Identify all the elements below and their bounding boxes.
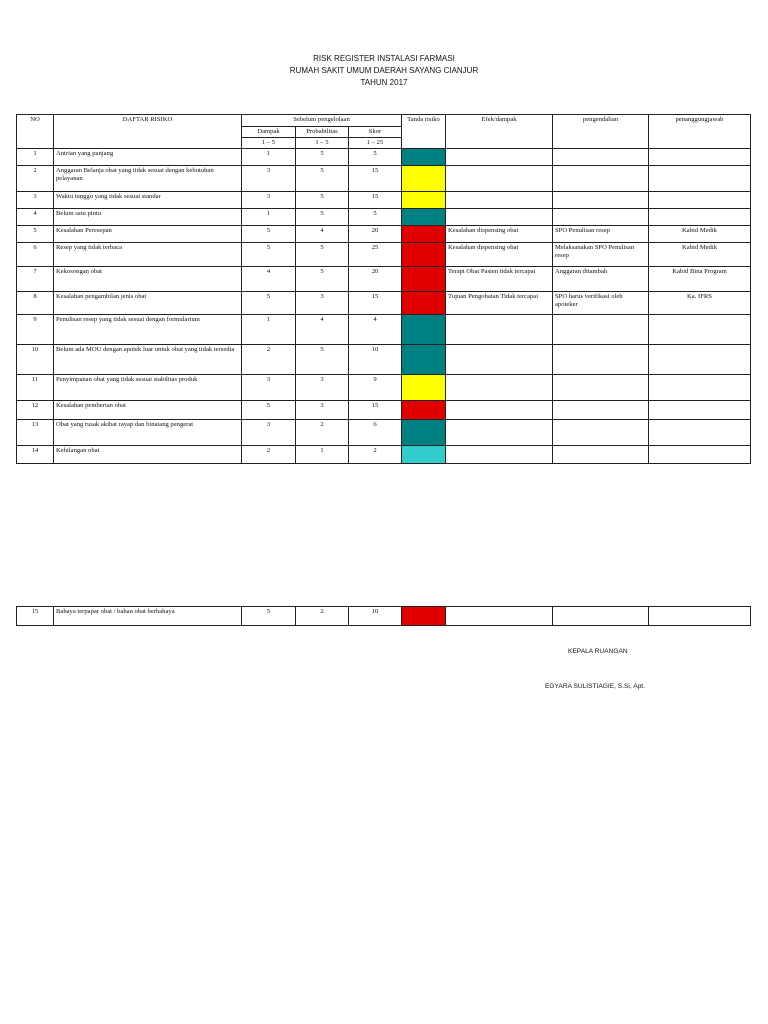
signature-name: EGYARA SULISTIAGIE, S.Si, Apt. <box>545 683 645 690</box>
cell-skor: 20 <box>349 267 402 292</box>
cell-probabilitas: 5 <box>296 166 349 192</box>
cell-efek: Terapi Obat Pasien tidak tercapai <box>446 267 553 292</box>
cell-risk: Resep yang tidak terbaca <box>54 243 242 267</box>
table-row <box>17 243 751 267</box>
cell-skor: 5 <box>349 149 402 166</box>
cell-skor: 20 <box>349 226 402 243</box>
cell-no: 5 <box>17 226 54 243</box>
cell-dampak: 2 <box>242 345 296 375</box>
risk-color-swatch <box>402 375 446 401</box>
cell-no: 8 <box>17 292 54 315</box>
signature-title: KEPALA RUANGAN <box>568 648 628 655</box>
col-header-skor: Skor <box>349 127 402 138</box>
range-dampak: 1 – 5 <box>242 138 296 149</box>
cell-penanggungjawab <box>649 209 751 226</box>
cell-risk: Penyimpanan obat yang tidak sesuai stabilitas produk <box>54 375 242 401</box>
risk-color-swatch <box>402 209 446 226</box>
cell-pengendalian <box>553 401 649 420</box>
cell-penanggungjawab <box>649 315 751 345</box>
cell-no: 7 <box>17 267 54 292</box>
table-row <box>17 420 751 446</box>
document-title: RISK REGISTER INSTALASI FARMASI <box>313 54 455 63</box>
cell-penanggungjawab: Kabid Medik <box>649 243 751 267</box>
cell-probabilitas: 3 <box>296 401 349 420</box>
cell-pengendalian <box>553 149 649 166</box>
cell-penanggungjawab: Kabid Bina Program <box>649 267 751 292</box>
cell-pengendalian <box>553 192 649 209</box>
cell-dampak: 1 <box>242 149 296 166</box>
cell-efek <box>446 446 553 464</box>
risk-color-swatch <box>402 192 446 209</box>
cell-skor: 5 <box>349 209 402 226</box>
cell-no: 15 <box>17 607 54 626</box>
range-probabilitas: 1 – 5 <box>296 138 349 149</box>
cell-skor: 25 <box>349 243 402 267</box>
cell-penanggungjawab <box>649 375 751 401</box>
cell-penanggungjawab: Kabid Medik <box>649 226 751 243</box>
cell-probabilitas: 2 <box>296 607 349 626</box>
cell-efek <box>446 209 553 226</box>
cell-penanggungjawab <box>649 149 751 166</box>
cell-probabilitas: 5 <box>296 192 349 209</box>
cell-penanggungjawab <box>649 401 751 420</box>
cell-skor: 10 <box>349 607 402 626</box>
cell-risk: Kehilangan obat <box>54 446 242 464</box>
table-row <box>17 192 751 209</box>
table-row <box>17 401 751 420</box>
risk-color-swatch <box>402 315 446 345</box>
cell-efek <box>446 315 553 345</box>
risk-color-swatch <box>402 420 446 446</box>
cell-risk: Belum ada MOU dengan apotek luar untuk obat yang tidak tersedia <box>54 345 242 375</box>
cell-efek: Kesalahan dispensing obat <box>446 226 553 243</box>
cell-dampak: 5 <box>242 226 296 243</box>
cell-risk: Kekosongan obat <box>54 267 242 292</box>
table-row <box>17 446 751 464</box>
cell-dampak: 5 <box>242 292 296 315</box>
range-skor: 1 – 25 <box>349 138 402 149</box>
cell-efek <box>446 420 553 446</box>
cell-penanggungjawab <box>649 607 751 626</box>
cell-pengendalian <box>553 446 649 464</box>
cell-probabilitas: 3 <box>296 375 349 401</box>
cell-dampak: 3 <box>242 166 296 192</box>
cell-no: 13 <box>17 420 54 446</box>
table-row <box>17 166 751 192</box>
cell-pengendalian: Anggaran ditambah <box>553 267 649 292</box>
cell-pengendalian: SPO harus verifikasi oleh apoteker <box>553 292 649 315</box>
col-header-penanggungjawab: penanggungjawab <box>649 115 751 149</box>
cell-efek <box>446 149 553 166</box>
cell-efek <box>446 345 553 375</box>
risk-color-swatch <box>402 267 446 292</box>
cell-pengendalian <box>553 607 649 626</box>
cell-dampak: 1 <box>242 209 296 226</box>
cell-no: 6 <box>17 243 54 267</box>
cell-no: 2 <box>17 166 54 192</box>
table-row <box>17 292 751 315</box>
table-row <box>17 267 751 292</box>
cell-probabilitas: 5 <box>296 267 349 292</box>
cell-probabilitas: 4 <box>296 226 349 243</box>
table-row <box>17 149 751 166</box>
cell-efek <box>446 401 553 420</box>
cell-probabilitas: 5 <box>296 149 349 166</box>
cell-pengendalian: Melaksanakan SPO Penulisan resep <box>553 243 649 267</box>
table-row <box>17 226 751 243</box>
cell-risk: Penulisan resep yang tidak sesuai dengan formularium <box>54 315 242 345</box>
document-year: TAHUN 2017 <box>360 78 408 87</box>
risk-color-swatch <box>402 243 446 267</box>
cell-dampak: 4 <box>242 267 296 292</box>
table-row <box>17 315 751 345</box>
table-row <box>17 345 751 375</box>
cell-pengendalian <box>553 209 649 226</box>
col-header-sebelum-pengelolaan: Sebelum pengelolaan <box>242 115 402 127</box>
risk-color-swatch <box>402 345 446 375</box>
cell-pengendalian <box>553 166 649 192</box>
risk-color-swatch <box>402 292 446 315</box>
table-row <box>17 375 751 401</box>
cell-dampak: 3 <box>242 375 296 401</box>
col-header-dampak: Dampak <box>242 127 296 138</box>
cell-risk: Obat yang rusak akibat rayap dan binatang pengerat <box>54 420 242 446</box>
cell-risk: Kesalahan pengambilan jenis obat <box>54 292 242 315</box>
risk-color-swatch <box>402 401 446 420</box>
cell-dampak: 5 <box>242 401 296 420</box>
risk-color-swatch <box>402 166 446 192</box>
cell-risk: Antrian yang panjang <box>54 149 242 166</box>
risk-color-swatch <box>402 446 446 464</box>
cell-skor: 2 <box>349 446 402 464</box>
cell-efek: Tujuan Pengobatan Tidak tercapai <box>446 292 553 315</box>
cell-skor: 15 <box>349 166 402 192</box>
cell-probabilitas: 1 <box>296 446 349 464</box>
risk-register-table <box>16 114 751 464</box>
cell-penanggungjawab <box>649 446 751 464</box>
cell-skor: 15 <box>349 401 402 420</box>
risk-register-table-continued <box>16 606 751 626</box>
cell-dampak: 3 <box>242 420 296 446</box>
cell-probabilitas: 2 <box>296 420 349 446</box>
cell-pengendalian <box>553 315 649 345</box>
col-header-pengendalian: pengendalian <box>553 115 649 149</box>
col-header-daftar-risiko: DAFTAR RISIKO <box>54 115 242 149</box>
cell-efek: Kesalahan dispensing obat <box>446 243 553 267</box>
cell-efek <box>446 192 553 209</box>
risk-color-swatch <box>402 226 446 243</box>
cell-efek <box>446 607 553 626</box>
cell-efek <box>446 166 553 192</box>
cell-no: 12 <box>17 401 54 420</box>
cell-risk: Anggaran Belanja obat yang tidak sesuai dengan kebutuhan pelayanan <box>54 166 242 192</box>
cell-no: 3 <box>17 192 54 209</box>
cell-no: 11 <box>17 375 54 401</box>
cell-penanggungjawab <box>649 166 751 192</box>
cell-probabilitas: 5 <box>296 243 349 267</box>
cell-no: 1 <box>17 149 54 166</box>
cell-dampak: 5 <box>242 607 296 626</box>
cell-risk: Bahaya terpapar obat / bahan obat berbahaya <box>54 607 242 626</box>
risk-color-swatch <box>402 607 446 626</box>
col-header-probabilitas: Probabilitas <box>296 127 349 138</box>
cell-no: 4 <box>17 209 54 226</box>
cell-pengendalian <box>553 420 649 446</box>
cell-penanggungjawab: Ka. IFRS <box>649 292 751 315</box>
cell-no: 10 <box>17 345 54 375</box>
cell-penanggungjawab <box>649 345 751 375</box>
cell-risk: Waktu tunggu yang tidak sesuai standar <box>54 192 242 209</box>
cell-probabilitas: 5 <box>296 209 349 226</box>
table-row <box>17 607 751 626</box>
cell-pengendalian <box>553 345 649 375</box>
col-header-efek: Efek/dampak <box>446 115 553 149</box>
cell-dampak: 5 <box>242 243 296 267</box>
cell-probabilitas: 4 <box>296 315 349 345</box>
cell-skor: 15 <box>349 192 402 209</box>
hospital-name: RUMAH SAKIT UMUM DAERAH SAYANG CIANJUR <box>289 66 479 75</box>
cell-penanggungjawab <box>649 192 751 209</box>
table-row <box>17 209 751 226</box>
cell-skor: 9 <box>349 375 402 401</box>
cell-no: 9 <box>17 315 54 345</box>
cell-skor: 6 <box>349 420 402 446</box>
cell-efek <box>446 375 553 401</box>
cell-pengendalian <box>553 375 649 401</box>
cell-skor: 15 <box>349 292 402 315</box>
cell-penanggungjawab <box>649 420 751 446</box>
cell-dampak: 3 <box>242 192 296 209</box>
cell-pengendalian: SPO Penulisan resep <box>553 226 649 243</box>
cell-risk: Belum satu pintu <box>54 209 242 226</box>
cell-dampak: 1 <box>242 315 296 345</box>
cell-risk: Kesalahan pemberian obat <box>54 401 242 420</box>
risk-color-swatch <box>402 149 446 166</box>
cell-probabilitas: 3 <box>296 292 349 315</box>
col-header-no: NO <box>17 115 54 149</box>
cell-risk: Kesalahan Peresepan <box>54 226 242 243</box>
cell-skor: 10 <box>349 345 402 375</box>
cell-skor: 4 <box>349 315 402 345</box>
col-header-tanda-risiko: Tanda risiko <box>402 115 446 149</box>
cell-probabilitas: 5 <box>296 345 349 375</box>
cell-dampak: 2 <box>242 446 296 464</box>
cell-no: 14 <box>17 446 54 464</box>
